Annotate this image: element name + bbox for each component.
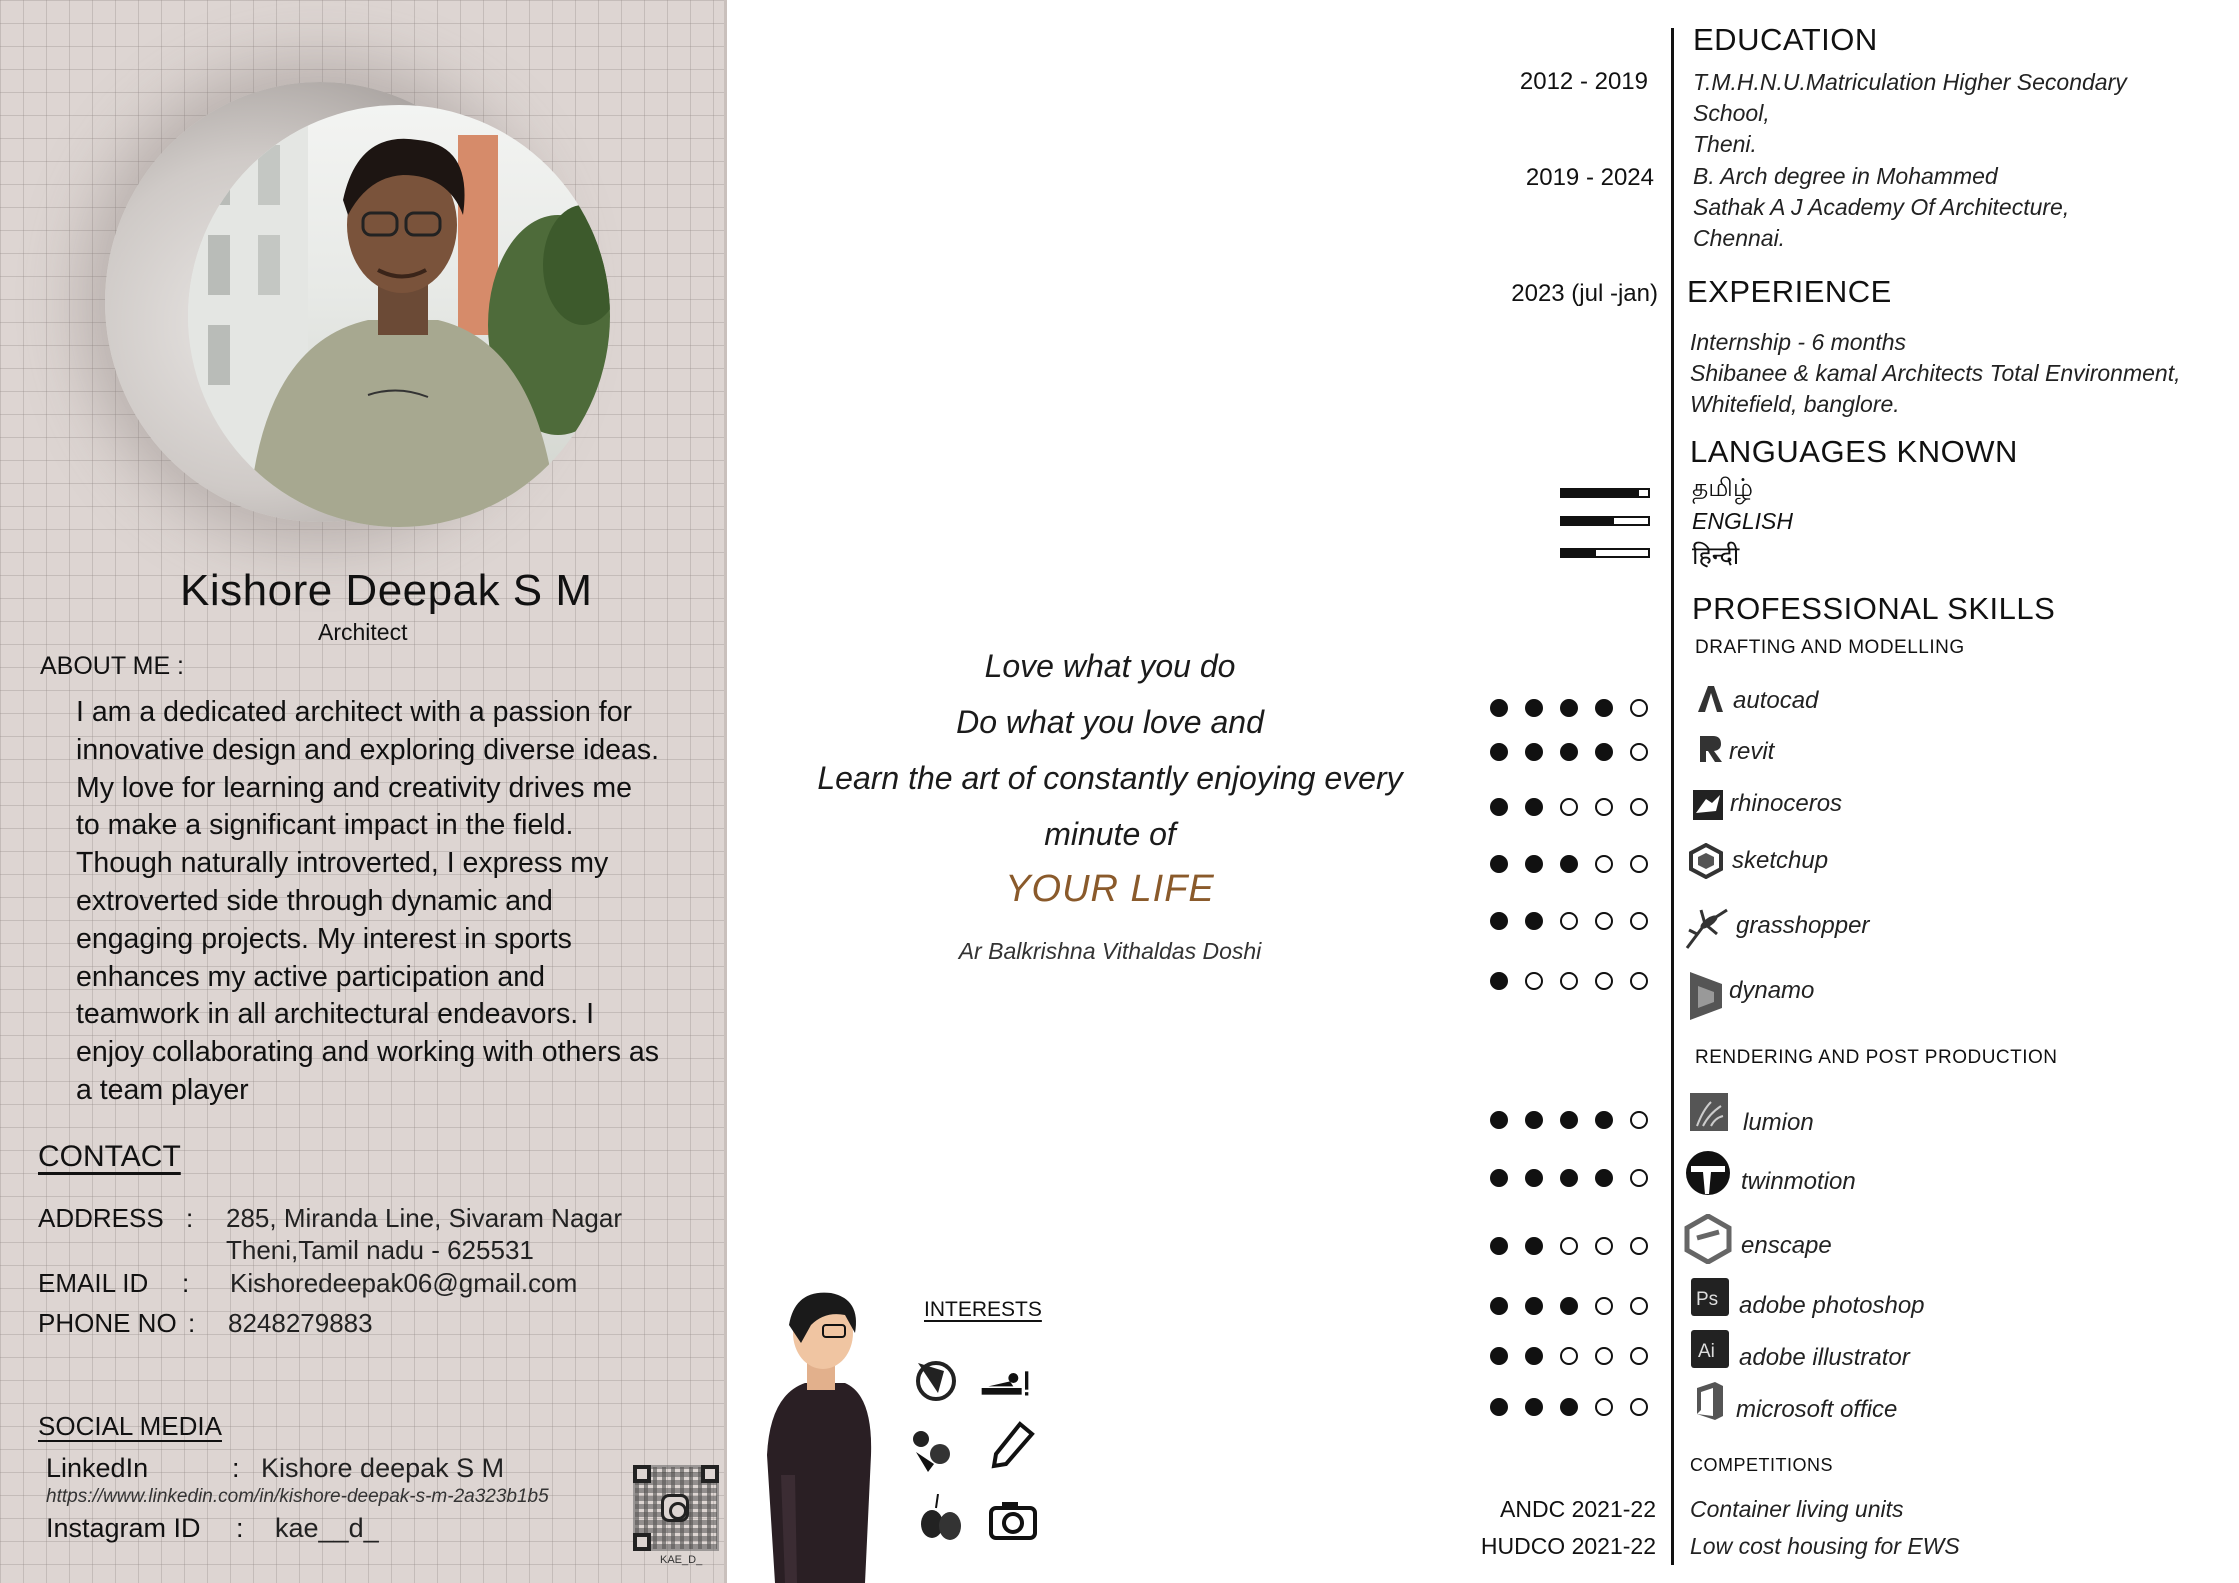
language-level-bar [1560, 548, 1650, 558]
rating-dot-filled [1595, 699, 1613, 717]
sketchup-icon [1687, 842, 1725, 880]
skill-name: adobe photoshop [1739, 1292, 1925, 1319]
competitions-heading: COMPETITIONS [1690, 1455, 1834, 1475]
experience-years: 2023 (jul -jan) [1511, 280, 1658, 307]
competition-year: ANDC 2021-22 [1500, 1496, 1656, 1522]
twinmotion-icon [1685, 1150, 1731, 1196]
rating-dot-filled [1595, 743, 1613, 761]
rating-dot-empty [1595, 798, 1613, 816]
contact-heading: CONTACT [38, 1140, 181, 1173]
svg-text:Ai: Ai [1698, 1341, 1715, 1362]
qr-eye [633, 1533, 651, 1551]
skill-rating [1490, 912, 1648, 930]
instagram-label: Instagram ID [46, 1513, 201, 1543]
pencil-icon [988, 1420, 1038, 1470]
rating-dot-empty [1560, 1347, 1578, 1365]
interests-heading: INTERESTS [924, 1298, 1042, 1321]
quote-line: Learn the art of constantly enjoying every [817, 760, 1403, 796]
about-line: enhances my active participation and [76, 960, 545, 993]
rating-dot-filled [1490, 1237, 1508, 1255]
rating-dot-empty [1560, 972, 1578, 990]
rating-dot-filled [1490, 1169, 1508, 1187]
about-text [76, 694, 726, 1110]
boxing-gloves-icon [916, 1494, 966, 1544]
rating-dot-empty [1595, 1398, 1613, 1416]
education-entry [1693, 67, 2127, 160]
competition-title: Low cost housing for EWS [1690, 1533, 1960, 1559]
drafting-subheading: DRAFTING AND MODELLING [1695, 637, 1965, 658]
rating-dot-filled [1525, 855, 1543, 873]
education-line: Chennai. [1693, 225, 1786, 251]
rating-dot-filled [1490, 855, 1508, 873]
education-heading: EDUCATION [1693, 22, 1878, 57]
rating-dot-filled [1560, 1169, 1578, 1187]
skill-name: enscape [1741, 1232, 1832, 1259]
camera-icon [988, 1496, 1038, 1546]
grasshopper-icon [1683, 904, 1731, 952]
language-level-fill [1562, 490, 1639, 496]
phone-number[interactable]: 8248279883 [228, 1308, 373, 1338]
rating-dot-empty [1630, 1237, 1648, 1255]
rating-dot-empty [1560, 798, 1578, 816]
phone-separator: : [188, 1308, 196, 1338]
languages-heading: LANGUAGES KNOWN [1690, 434, 2018, 469]
dynamo-icon [1686, 970, 1726, 1022]
skill-name: lumion [1743, 1109, 1814, 1136]
profile-panel [0, 0, 727, 1583]
rating-dot-filled [1525, 1398, 1543, 1416]
rating-dot-empty [1595, 1237, 1613, 1255]
experience-line: Internship - 6 months [1690, 329, 1907, 355]
email-label: EMAIL ID [38, 1268, 149, 1298]
about-line: extroverted side through dynamic and [76, 884, 553, 917]
rating-dot-empty [1630, 1111, 1648, 1129]
rating-dot-empty [1630, 1169, 1648, 1187]
svg-text:Ps: Ps [1696, 1289, 1719, 1310]
social-media-heading: SOCIAL MEDIA [38, 1411, 222, 1441]
rating-dot-filled [1490, 743, 1508, 761]
language-name: தமிழ் [1692, 474, 1754, 502]
address-label: ADDRESS [38, 1203, 164, 1233]
rating-dot-empty [1525, 972, 1543, 990]
skill-rating [1490, 1111, 1648, 1129]
reading-icon [980, 1358, 1030, 1408]
rating-dot-empty [1630, 1398, 1648, 1416]
skill-rating [1490, 1169, 1648, 1187]
about-line: to make a significant impact in the field. [76, 809, 574, 842]
office-icon [1691, 1380, 1727, 1422]
linkedin-separator: : [232, 1453, 240, 1483]
skill-rating [1490, 743, 1648, 761]
rating-dot-filled [1525, 1297, 1543, 1315]
autocad-icon [1691, 680, 1729, 718]
rating-dot-filled [1525, 1237, 1543, 1255]
experience-line: Whitefield, banglore. [1690, 391, 1900, 417]
quote-line: minute of [1044, 816, 1176, 852]
skill-rating [1490, 1237, 1648, 1255]
linkedin-label: LinkedIn [46, 1453, 149, 1483]
rating-dot-empty [1630, 1347, 1648, 1365]
about-line: innovative design and exploring diverse ideas. [76, 733, 660, 766]
skill-name: microsoft office [1736, 1396, 1898, 1423]
instagram-icon [661, 1494, 689, 1522]
rating-dot-filled [1595, 1111, 1613, 1129]
rating-dot-empty [1595, 1347, 1613, 1365]
skill-name: sketchup [1732, 847, 1829, 874]
skill-rating [1490, 1297, 1648, 1315]
instagram-id[interactable]: kae__d_ [275, 1513, 379, 1543]
timeline-divider [1671, 28, 1674, 1565]
email-separator: : [182, 1268, 190, 1298]
quote-line: Love what you do [984, 648, 1236, 684]
rating-dot-empty [1595, 972, 1613, 990]
rating-dot-filled [1560, 743, 1578, 761]
language-level-bar [1560, 488, 1650, 498]
quote-line: Do what you love and [956, 704, 1264, 740]
email-link[interactable]: Kishoredeepak06@gmail.com [230, 1268, 578, 1298]
education-years: 2012 - 2019 [1519, 68, 1648, 95]
rating-dot-empty [1560, 912, 1578, 930]
rating-dot-empty [1630, 743, 1648, 761]
about-line: teamwork in all architectural endeavors. I [76, 998, 594, 1031]
profile-photo [188, 105, 610, 527]
about-line: enjoy collaborating and working with others as [76, 1036, 659, 1069]
education-line: T.M.H.N.U.Matriculation Higher Secondary [1693, 69, 2127, 95]
rating-dot-filled [1560, 699, 1578, 717]
education-line: Sathak A J Academy Of Architecture, [1693, 194, 2070, 220]
language-name: हिन्दी [1692, 542, 1740, 570]
rating-dot-filled [1560, 855, 1578, 873]
skill-rating [1490, 699, 1648, 717]
about-line: My love for learning and creativity drives me [76, 771, 632, 804]
skill-rating [1490, 972, 1648, 990]
rating-dot-filled [1560, 1297, 1578, 1315]
rating-dot-filled [1595, 1169, 1613, 1187]
education-entry [1693, 161, 2069, 254]
skill-rating [1490, 798, 1648, 816]
lumion-icon [1689, 1092, 1729, 1132]
experience-heading: EXPERIENCE [1687, 274, 1892, 309]
education-line: School, [1693, 100, 1770, 126]
skill-rating [1490, 855, 1648, 873]
revit-icon [1691, 730, 1729, 768]
job-title: Architect [318, 619, 408, 645]
rating-dot-empty [1630, 798, 1648, 816]
qr-eye [633, 1465, 651, 1483]
enscape-icon [1683, 1214, 1733, 1264]
rating-dot-filled [1490, 1398, 1508, 1416]
quote-author: Ar Balkrishna Vithaldas Doshi [958, 938, 1262, 964]
rating-dot-empty [1595, 855, 1613, 873]
address-separator: : [186, 1203, 194, 1233]
competition-year: HUDCO 2021-22 [1480, 1533, 1656, 1559]
rating-dot-filled [1525, 1111, 1543, 1129]
phone-label: PHONE NO [38, 1308, 177, 1338]
rating-dot-filled [1525, 1169, 1543, 1187]
linkedin-name: Kishore deepak S M [261, 1453, 505, 1483]
rendering-subheading: RENDERING AND POST PRODUCTION [1695, 1047, 2058, 1068]
address-line-1: 285, Miranda Line, Sivaram Nagar [226, 1203, 622, 1233]
language-level-fill [1562, 550, 1596, 556]
language-level-bar [1560, 516, 1650, 526]
rhinoceros-icon [1689, 786, 1727, 824]
about-line: Though naturally introverted, I express my [76, 847, 609, 880]
address-line-2: Theni,Tamil nadu - 625531 [226, 1235, 534, 1265]
qr-caption: KAE_D_ [660, 1554, 703, 1566]
rating-dot-filled [1525, 743, 1543, 761]
skill-name: autocad [1733, 687, 1819, 714]
rating-dot-filled [1490, 1347, 1508, 1365]
linkedin-url-link[interactable]: https://www.linkedin.com/in/kishore-deepak-s-m-2a323b1b5 [46, 1486, 549, 1507]
skill-name: dynamo [1729, 977, 1815, 1004]
language-level-fill [1562, 518, 1614, 524]
skill-rating [1490, 1347, 1648, 1365]
skill-name: revit [1729, 738, 1775, 765]
about-line: engaging projects. My interest in sports [76, 922, 572, 955]
skill-rating [1490, 1398, 1648, 1416]
rating-dot-filled [1560, 1111, 1578, 1129]
about-line: I am a dedicated architect with a passion for [76, 696, 633, 728]
full-name: Kishore Deepak S M [180, 566, 593, 615]
rating-dot-empty [1630, 855, 1648, 873]
instagram-separator: : [236, 1513, 244, 1543]
experience-entry [1690, 327, 2181, 420]
skill-name: grasshopper [1736, 912, 1870, 939]
skill-name: rhinoceros [1730, 790, 1843, 817]
qr-eye [701, 1465, 719, 1483]
rating-dot-empty [1560, 1237, 1578, 1255]
rating-dot-empty [1630, 972, 1648, 990]
rating-dot-empty [1630, 1297, 1648, 1315]
skills-heading: PROFESSIONAL SKILLS [1692, 591, 2056, 626]
skill-name: adobe illustrator [1739, 1344, 1910, 1371]
about-line: a team player [76, 1073, 249, 1106]
rating-dot-empty [1595, 1297, 1613, 1315]
illustrator-icon [1691, 1330, 1729, 1368]
rating-dot-empty [1630, 912, 1648, 930]
rating-dot-filled [1490, 972, 1508, 990]
rating-dot-filled [1490, 912, 1508, 930]
rating-dot-filled [1490, 699, 1508, 717]
rating-dot-filled [1525, 912, 1543, 930]
rating-dot-filled [1490, 1297, 1508, 1315]
rating-dot-filled [1525, 1347, 1543, 1365]
education-line: B. Arch degree in Mohammed [1693, 163, 1998, 189]
experience-line: Shibanee & kamal Architects Total Environment, [1690, 360, 2181, 386]
rating-dot-filled [1525, 798, 1543, 816]
rating-dot-filled [1525, 699, 1543, 717]
language-name: ENGLISH [1692, 508, 1793, 534]
skill-name: twinmotion [1741, 1168, 1856, 1195]
boxing-icon [906, 1424, 956, 1474]
rating-dot-empty [1630, 699, 1648, 717]
about-heading: ABOUT ME : [40, 652, 185, 680]
education-years: 2019 - 2024 [1525, 164, 1654, 191]
quote-highlight: YOUR LIFE [1005, 868, 1215, 910]
rating-dot-filled [1490, 1111, 1508, 1129]
competition-title: Container living units [1690, 1496, 1904, 1522]
rating-dot-filled [1490, 798, 1508, 816]
rating-dot-filled [1560, 1398, 1578, 1416]
character-illustration [745, 1285, 885, 1583]
rating-dot-empty [1595, 912, 1613, 930]
person-photo-illustration [188, 105, 610, 527]
shooting-icon [908, 1353, 958, 1403]
photoshop-icon [1691, 1278, 1729, 1316]
education-line: Theni. [1693, 131, 1757, 157]
